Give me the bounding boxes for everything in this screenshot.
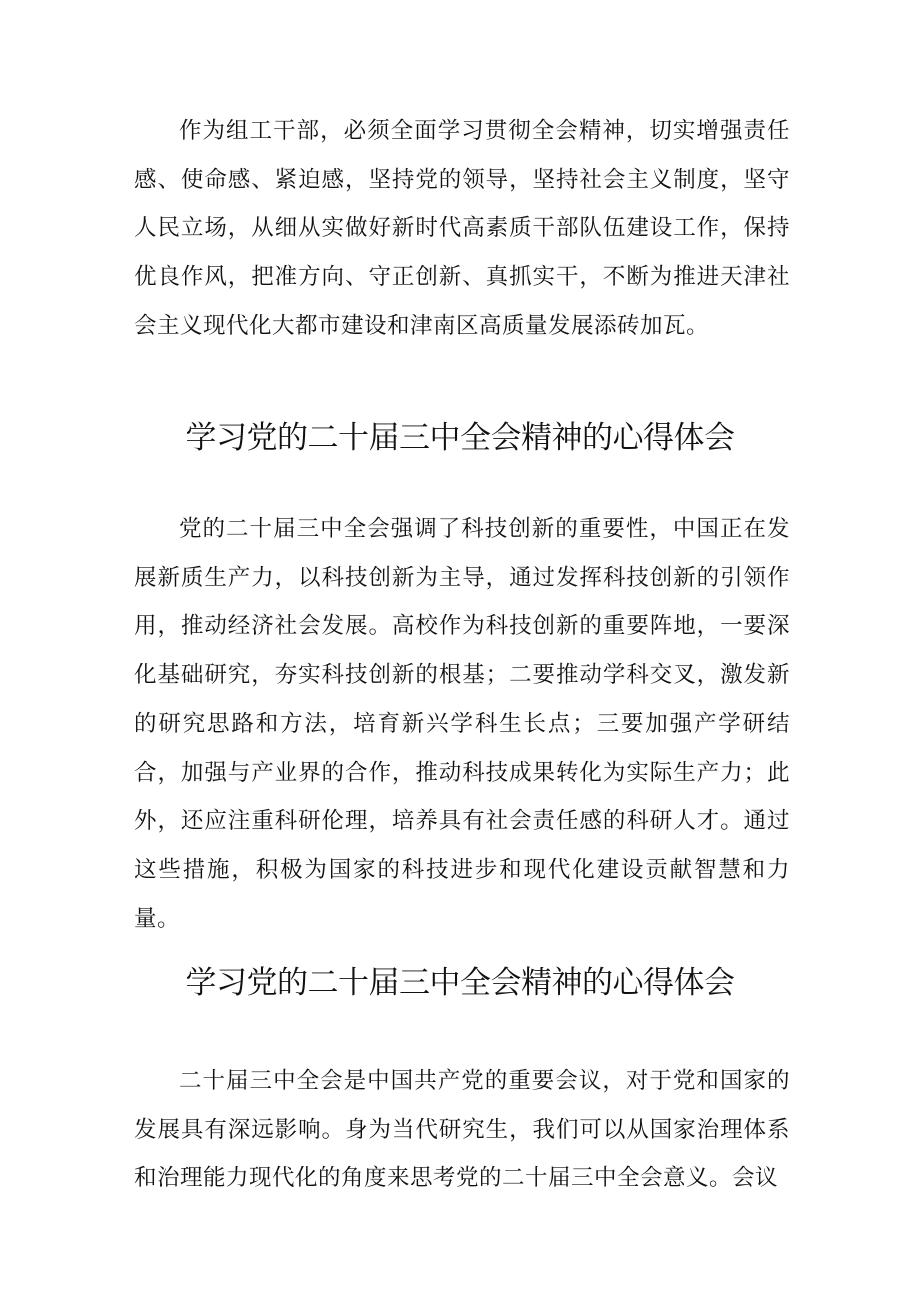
body-paragraph-3: 二十届三中全会是中国共产党的重要会议，对于党和国家的发展具有深远影响。身为当代研究生，我们可以从国家治理体系和治理能力现代化的角度来思考党的二十届三中全会意义。会议 — [134, 1068, 790, 1192]
body-paragraph-2: 党的二十届三中全会强调了科技创新的重要性，中国正在发展新质生产力，以科技创新为主导，通过发挥科技创新的引领作用，推动经济社会发展。高校作为科技创新的重要阵地，一要深化基础研究，夯实科技创新的根基；二要推动学科交叉，激发新的研究思路和方法，培育新兴学科生长点；三要加强产学研结合，加强与产业界的合作，推动科技成果转化为实际生产力；此外，还应注重科研伦理，培养具有社会责任感的科研人才。通过这些措施，积极为国家的科技进步和现代化建设贡献智慧和力量。 — [134, 516, 790, 932]
section-heading-1: 学习党的二十届三中全会精神的心得体会 — [185, 420, 735, 456]
section-heading-2: 学习党的二十届三中全会精神的心得体会 — [185, 965, 735, 1001]
body-paragraph-1: 作为组工干部，必须全面学习贯彻全会精神，切实增强责任感、使命感、紧迫感，坚持党的领导，坚持社会主义制度，坚守人民立场，从细从实做好新时代高素质干部队伍建设工作，保持优良作风，把准方向、守正创新、真抓实干，不断为推进天津社会主义现代化大都市建设和津南区高质量发展添砖加瓦。 — [134, 118, 790, 339]
